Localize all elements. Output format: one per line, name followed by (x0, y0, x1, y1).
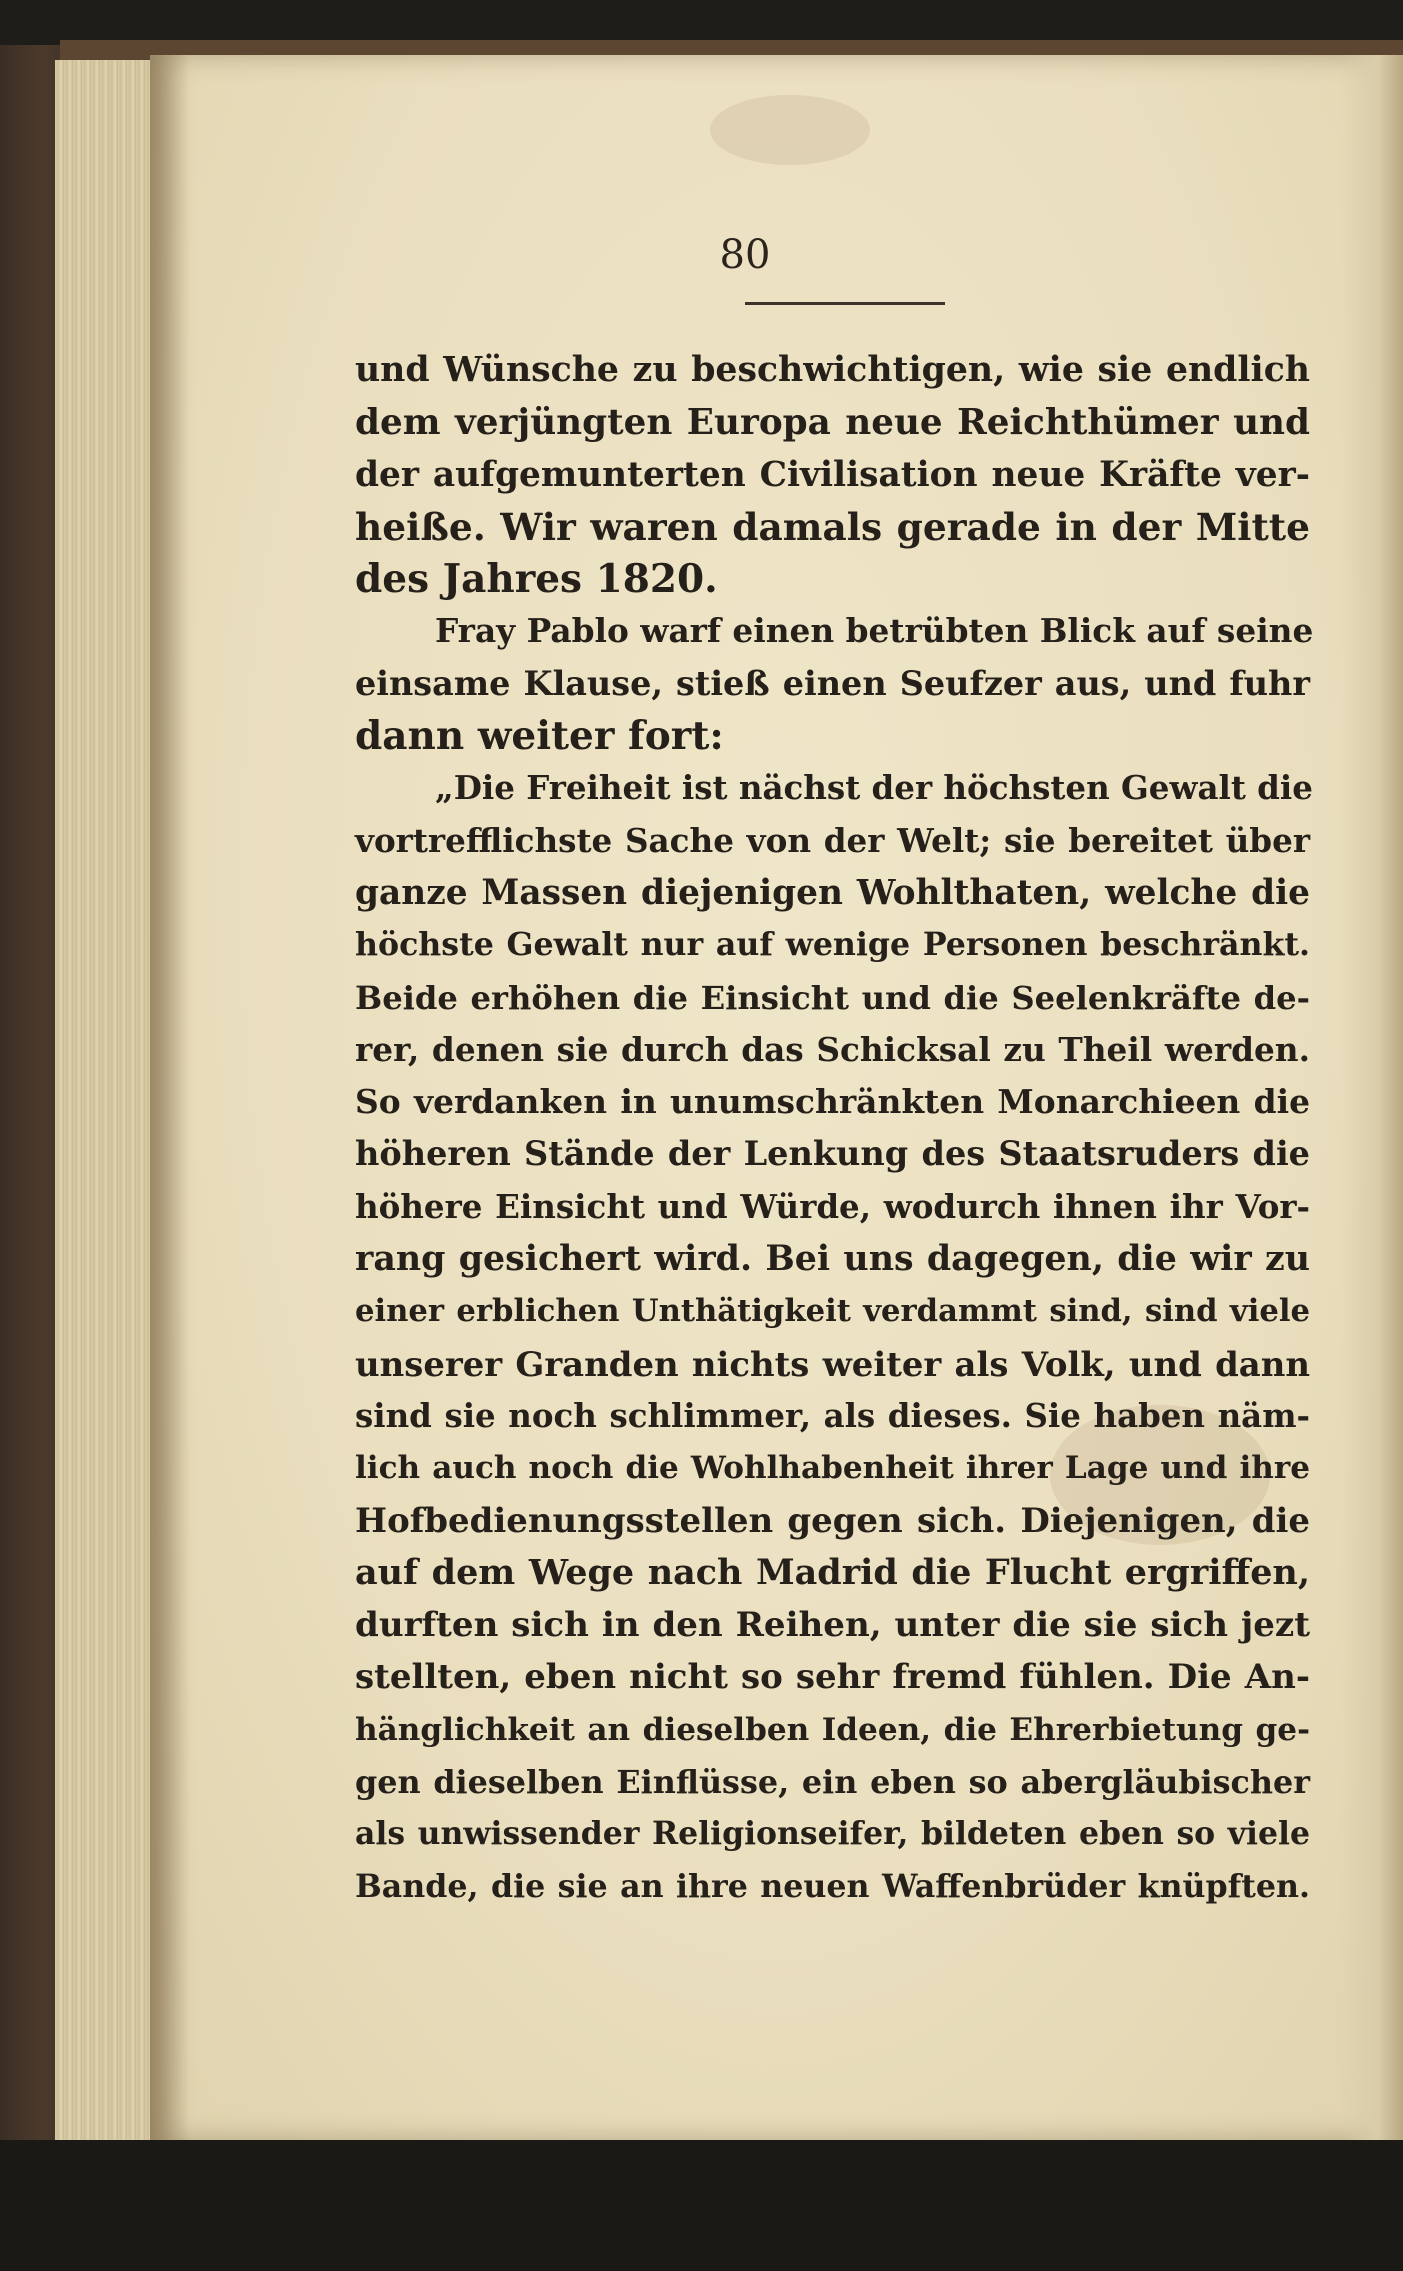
text-line: So verdanken in unumschränkten Monarchieen die (355, 1082, 1310, 1122)
text-line: einsame Klause, stieß einen Seufzer aus, und fuhr (355, 663, 1310, 703)
page-right-edge (1340, 55, 1403, 2140)
page-number: 80 (719, 232, 771, 278)
text-line: als unwissender Religionseifer, bildeten eben so viele (355, 1815, 1310, 1853)
text-line: dem verjüngten Europa neue Reichthümer und (355, 401, 1310, 444)
text-line: sind sie noch schlimmer, als dieses. Sie haben näm- (355, 1396, 1310, 1435)
text-line: gen dieselben Einflüsse, ein eben so abergläubischer (355, 1763, 1310, 1802)
text-line: durften sich in den Reihen, unter die sie sich jezt (355, 1605, 1310, 1646)
text-line: rer, denen sie durch das Schicksal zu Theil werden. (355, 1029, 1310, 1069)
text-line: auf dem Wege nach Madrid die Flucht ergriffen, (355, 1551, 1310, 1593)
text-line: einer erblichen Unthätigkeit verdammt sind, sind viele (355, 1293, 1310, 1330)
text-line: Fray Pablo warf einen betrübten Blick auf seine (435, 611, 1314, 651)
text-line: stellten, eben nicht so sehr fremd fühlen. Die An- (355, 1657, 1310, 1698)
text-line: hänglichkeit an dieselben Ideen, die Ehrerbietung ge- (355, 1711, 1310, 1748)
text-line: heiße. Wir waren damals gerade in der Mitte (355, 504, 1310, 549)
text-line: Beide erhöhen die Einsicht und die Seelenkräfte de- (355, 978, 1310, 1017)
text-line: „Die Freiheit ist nächst der höchsten Gewalt die (435, 768, 1313, 808)
text-line: höheren Stände der Lenkung des Staatsruders die (355, 1134, 1310, 1174)
text-line: und Wünsche zu beschwichtigen, wie sie endlich (355, 349, 1310, 390)
paper-stain (710, 95, 870, 165)
text-line: unserer Granden nichts weiter als Volk, und dann (355, 1343, 1310, 1384)
bottom-shadow (0, 2140, 1403, 2271)
text-line: Hofbedienungsstellen gegen sich. Diejenigen, die (355, 1500, 1310, 1541)
text-line: der aufgemunterten Civilisation neue Kräfte ver- (355, 454, 1310, 495)
text-line: höchste Gewalt nur auf wenige Personen beschränkt. (355, 926, 1310, 964)
text-line: rang gesichert wird. Bei uns dagegen, die wir zu (355, 1238, 1310, 1280)
page-gutter-shadow (150, 55, 190, 2140)
text-line: lich auch noch die Wohlhabenheit ihrer Lage und ihre (355, 1450, 1310, 1487)
text-line: des Jahres 1820. (355, 556, 718, 603)
text-line: höhere Einsicht und Würde, wodurch ihnen ihr Vor- (355, 1186, 1310, 1226)
text-line: Bande, die sie an ihre neuen Waffenbrüder knüpften. (355, 1867, 1310, 1905)
text-line: ganze Massen diejenigen Wohlthaten, welche die (355, 872, 1310, 913)
header-rule (745, 302, 945, 305)
text-line: dann weiter fort: (355, 713, 724, 760)
body-text (355, 344, 1314, 1913)
text-line: vortrefflichste Sache von der Welt; sie bereitet über (355, 820, 1310, 860)
